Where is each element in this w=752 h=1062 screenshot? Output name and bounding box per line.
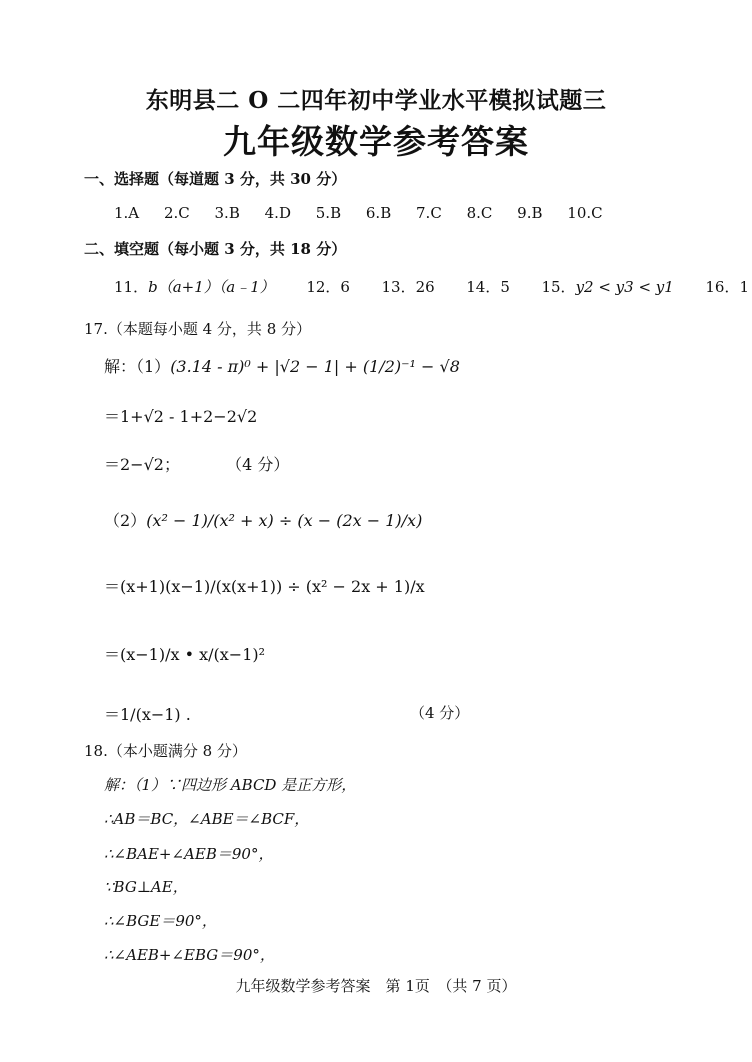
- q18-line6: ∴∠AEB+∠EBG＝90°，: [104, 946, 275, 964]
- q18-line1: 解：（1）∵四边形 ABCD 是正方形，: [104, 776, 357, 794]
- q15-expr: y2 < y3 < y1: [575, 278, 674, 296]
- section-heading-choice: 一、选择题（每道题 3 分，共 30 分）: [84, 170, 347, 188]
- q14: 14．5: [466, 278, 510, 296]
- q17-step2-text: ＝2−√2；: [104, 455, 180, 474]
- q17-part1: [104, 354, 460, 377]
- choice-answers: [114, 204, 623, 222]
- q17-step5-score: （4 分）: [410, 704, 470, 722]
- answer-item: 2.C: [163, 204, 190, 222]
- q17-part2-expr: (x² − 1)/(x² + x) ÷ (x − (2x − 1)/x): [146, 511, 423, 530]
- answer-item: 3.B: [214, 204, 240, 222]
- q17-step2-score: （4 分）: [226, 455, 290, 474]
- q18-line3: ∴∠BAE+∠AEB＝90°，: [104, 845, 274, 863]
- q11-expr: b（a+1）（a﹣1）: [148, 278, 275, 296]
- q18-line2: ∴AB＝BC，∠ABE＝∠BCF，: [104, 810, 310, 828]
- q18-line5: ∴∠BGE＝90°，: [104, 912, 217, 930]
- q17-part1-prefix: 解：（1）: [104, 357, 171, 376]
- q17-step2: [104, 452, 289, 475]
- answer-item: 6.B: [365, 204, 392, 222]
- answer-item: 1.A: [114, 204, 140, 222]
- q18-line4: ∵BG⊥AE，: [104, 878, 188, 896]
- q17-step1: ＝1+√2 - 1+2−2√2: [104, 407, 258, 426]
- answer-item: 8.C: [466, 204, 493, 222]
- q17-part2: [104, 508, 422, 531]
- q12: 12．6: [306, 278, 350, 296]
- q11-label: 11．: [114, 278, 149, 296]
- answer-item: 5.B: [315, 204, 342, 222]
- q17-heading: 17.（本题每小题 4 分，共 8 分）: [84, 320, 312, 338]
- q17-step5: ＝1/(x−1) .: [104, 705, 191, 724]
- answer-item: 9.B: [517, 204, 543, 222]
- q13: 13．26: [381, 278, 435, 296]
- q17-part1-expr: (3.14 - π)⁰ + |√2 − 1| + (1/2)⁻¹ − √8: [170, 357, 460, 376]
- q17-step3: ＝(x+1)(x−1)/(x(x+1)) ÷ (x² − 2x + 1)/x: [104, 577, 425, 596]
- section-heading-fill: 二、填空题（每小题 3 分，共 18 分）: [84, 240, 347, 258]
- q17-step4: ＝(x−1)/x • x/(x−1)²: [104, 645, 266, 664]
- q18-heading: 18.（本小题满分 8 分）: [84, 742, 247, 760]
- answer-item: 4.D: [264, 204, 291, 222]
- q15-label: 15．: [541, 278, 576, 296]
- page-footer: 九年级数学参考答案 第 1页 （共 7 页）: [235, 977, 517, 995]
- answer-item: 7.C: [416, 204, 442, 222]
- q16: 16．1: [705, 278, 750, 296]
- answer-item: 10.C: [567, 204, 603, 222]
- document-title: 东明县二 O 二四年初中学业水平模拟试题三: [145, 87, 607, 114]
- q17-part2-prefix: （2）: [104, 511, 147, 530]
- document-subtitle: 九年级数学参考答案: [223, 122, 529, 161]
- fill-answers: [114, 276, 749, 297]
